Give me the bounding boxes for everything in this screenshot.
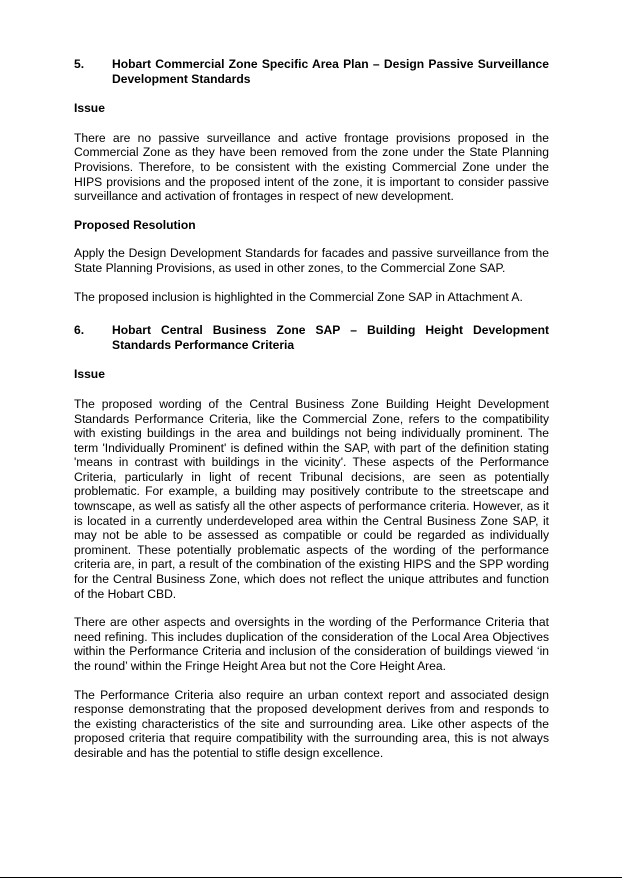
issue-heading: Issue bbox=[74, 367, 105, 382]
resolution-heading: Proposed Resolution bbox=[74, 217, 196, 232]
paragraph: There are no passive surveillance and active frontage provisions proposed in the Commercial Zone as they have been removed from the zone under the State Planning Provisions. Therefore, to be consistent with the existing Commercial Zone under the HIPS provisions and the proposed intent of the zone, it is important to consider passive surveillance and activation of frontages in respect of new development. bbox=[74, 130, 549, 204]
document-page bbox=[74, 57, 549, 761]
section-heading bbox=[74, 57, 549, 86]
section-number: 6. bbox=[74, 323, 85, 338]
section-title: Hobart Commercial Zone Specific Area Plan – Design Passive Surveillance Development Standards bbox=[112, 57, 549, 86]
section-title: Hobart Central Business Zone SAP – Building Height Development Standards Performance Criteria bbox=[112, 323, 549, 352]
section-number: 5. bbox=[74, 57, 85, 71]
paragraph: There are other aspects and oversights in the wording of the Performance Criteria that need refining. This includes duplication of the consideration of the Local Area Objectives within the Performance Criteria and inclusion of the consideration of buildings viewed ‘in the round’ within the Fringe Height Area but not the Core Height Area. bbox=[74, 615, 549, 673]
section-heading bbox=[74, 323, 549, 352]
paragraph: The proposed inclusion is highlighted in the Commercial Zone SAP in Attachment A. bbox=[74, 289, 523, 304]
paragraph: The proposed wording of the Central Business Zone Building Height Development Standards Performance Criteria, like the Commercial Zone, refers to the compatibility with existing buildings in the area and buildings not being individually prominent. The term 'Individually Prominent' is defined within the SAP, with part of the definition stating 'means in contrast with buildings in the vicinity'. These aspects of the Performance Criteria, particularly in light of recent Tribunal decisions, are seen as potentially problematic. For example, a building may positively contribute to the streetscape and townscape, as well as satisfy all the other aspects of performance criteria. However, as it is located in a currently underdeveloped area within the Central Business Zone SAP, it may not be able to be assessed as compatible or could be regarded as individually prominent. These potentially problematic aspects of the wording of the performance criteria are, in part, a result of the combination of the existing HIPS and the SPP wording for the Central Business Zone, which does not reflect the unique attributes and function of the Hobart CBD. bbox=[74, 396, 549, 601]
paragraph: The Performance Criteria also require an urban context report and associated design response demonstrating that the proposed development derives from and responds to the existing characteristics of the site and surrounding area. Like other aspects of the proposed criteria that require compatibility with the surrounding area, this is not always desirable and has the potential to stifle design excellence. bbox=[74, 687, 549, 760]
page-bottom-rule bbox=[0, 877, 622, 878]
issue-heading: Issue bbox=[74, 101, 105, 116]
paragraph: Apply the Design Development Standards for facades and passive surveillance from the State Planning Provisions, as used in other zones, to the Commercial Zone SAP. bbox=[74, 246, 549, 275]
